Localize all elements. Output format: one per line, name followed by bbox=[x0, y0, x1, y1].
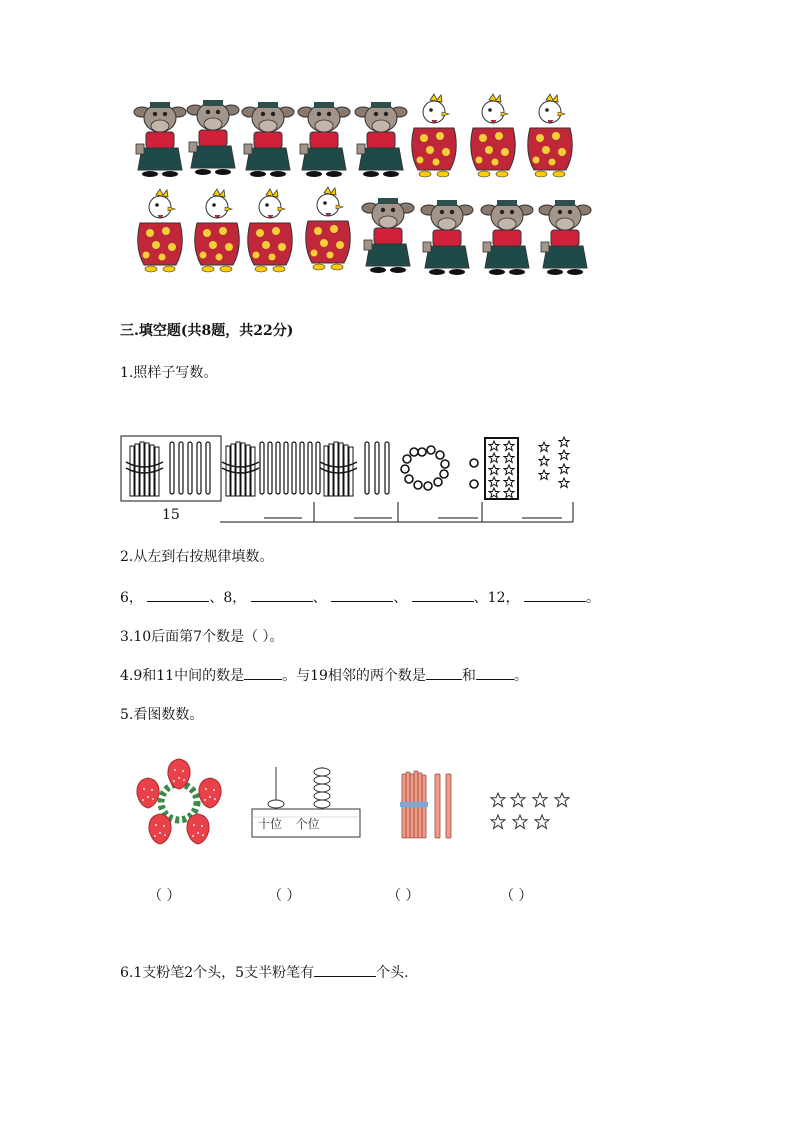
question-5-prompt: 5.看图数数。 bbox=[120, 707, 204, 723]
seq-blank[interactable] bbox=[524, 587, 586, 602]
q5-answer-bracket-3[interactable]: （ ） bbox=[387, 888, 420, 904]
q6-blank[interactable] bbox=[314, 962, 376, 977]
dog-figure bbox=[355, 102, 407, 177]
seq-blank[interactable] bbox=[251, 587, 313, 602]
q4-blank-3[interactable] bbox=[476, 665, 514, 680]
chalk-bundle-picture bbox=[398, 770, 460, 842]
seq-number: 8 bbox=[223, 590, 233, 606]
rooster-figure bbox=[528, 94, 573, 177]
rooster-figure bbox=[138, 189, 183, 272]
dog-figure bbox=[242, 102, 294, 177]
seq-number: 6 bbox=[120, 590, 129, 606]
section-title: 三.填空题(共8题，共22分) bbox=[120, 323, 294, 339]
question-4: 4.9和11中间的数是 。与19相邻的两个数是 和 。 bbox=[120, 665, 528, 685]
rooster-figure bbox=[306, 187, 351, 270]
dog-figure bbox=[298, 102, 350, 177]
dog-figure bbox=[539, 200, 591, 275]
seq-blank[interactable] bbox=[412, 587, 474, 602]
q4-blank-1[interactable] bbox=[244, 665, 282, 680]
stick-bundle-icon bbox=[320, 442, 357, 496]
stick-bundle-icon bbox=[222, 442, 259, 496]
question-3: 3.10后面第7个数是（ ）。 bbox=[120, 629, 284, 645]
abacus-label-tens: 十位 bbox=[258, 817, 283, 831]
question-2-sequence: 6， 、8， 、 、 、12， 。 bbox=[120, 587, 600, 607]
bead-ring-icon bbox=[401, 446, 449, 490]
bead-icon bbox=[470, 459, 478, 467]
bead-icon bbox=[470, 480, 478, 488]
abacus-label-ones: 个位 bbox=[295, 817, 320, 831]
rooster-figure bbox=[471, 94, 516, 177]
abacus-labels bbox=[258, 815, 320, 832]
q1-example-answer: 15 bbox=[162, 507, 180, 523]
q5-answer-bracket-1[interactable]: （ ） bbox=[148, 888, 181, 904]
rooster-figure bbox=[248, 189, 293, 272]
seq-blank[interactable] bbox=[147, 587, 209, 602]
animal-sequence-picture bbox=[130, 92, 600, 277]
q5-answer-bracket-4[interactable]: （ ） bbox=[500, 888, 533, 904]
stars-picture bbox=[486, 790, 576, 832]
rooster-figure bbox=[195, 189, 240, 272]
question-1-prompt: 1.照样子写数。 bbox=[120, 365, 218, 381]
dog-figure bbox=[481, 200, 533, 275]
seq-number: 12 bbox=[487, 590, 506, 606]
question-6: 6.1支粉笔2个头，5支半粉笔有 个头. bbox=[120, 962, 409, 982]
dog-figure bbox=[362, 198, 414, 273]
dog-figure bbox=[187, 100, 239, 175]
dog-figure bbox=[421, 200, 473, 275]
dog-figure bbox=[134, 102, 186, 177]
question-2-prompt: 2.从左到右按规律填数。 bbox=[120, 549, 274, 565]
stick-bundle-icon bbox=[126, 442, 163, 496]
q5-answer-bracket-2[interactable]: （ ） bbox=[268, 888, 301, 904]
q1-counting-figure bbox=[118, 430, 588, 530]
rooster-figure bbox=[412, 94, 457, 177]
q4-blank-2[interactable] bbox=[426, 665, 462, 680]
strawberry-ring-picture bbox=[130, 758, 228, 846]
seq-blank[interactable] bbox=[331, 587, 393, 602]
